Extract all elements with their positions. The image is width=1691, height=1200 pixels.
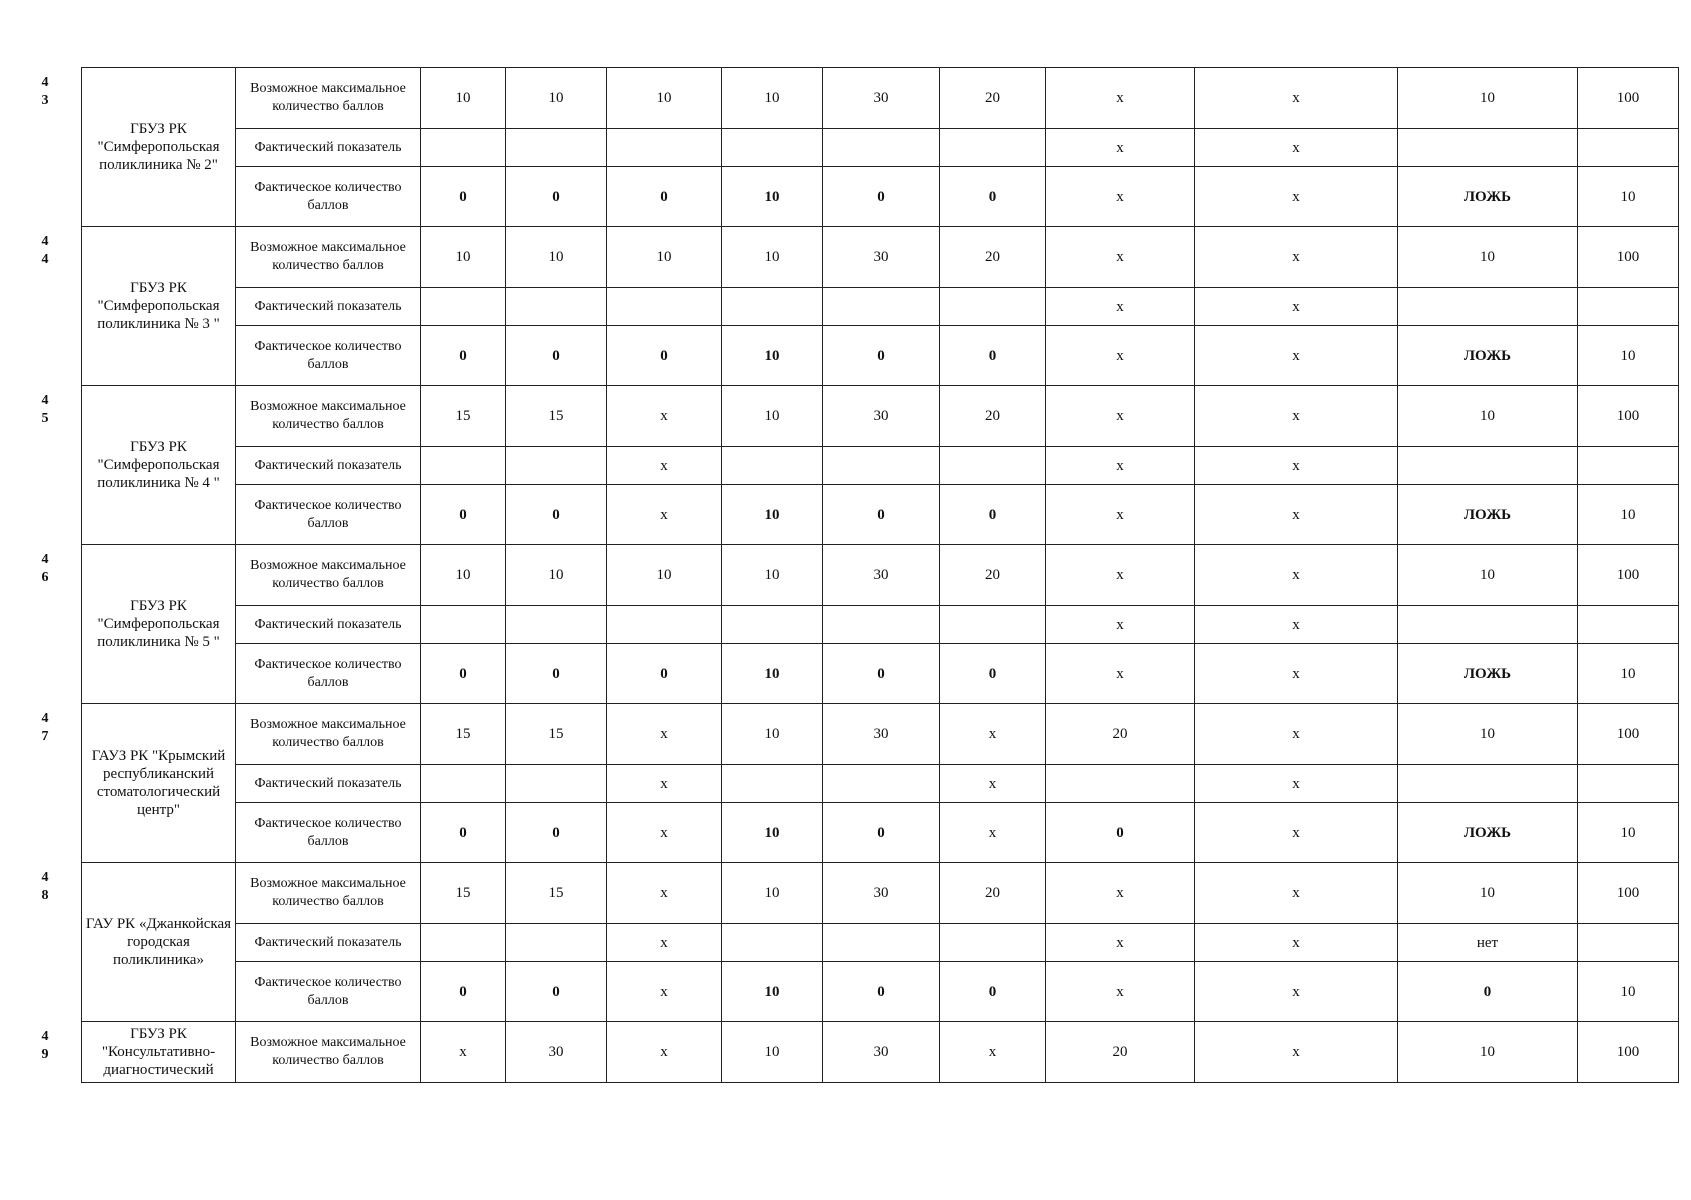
cell-fact: x — [1046, 447, 1195, 485]
cell-max: x — [1046, 545, 1195, 606]
organization-name: ГАУ РК «Джанкойская городская поликлиника» — [82, 863, 236, 1022]
cell-actual: x — [1195, 962, 1398, 1022]
row-number — [41, 227, 82, 386]
cell-fact — [1398, 288, 1578, 326]
table-row — [61, 644, 1679, 704]
cell-max: x — [940, 704, 1046, 765]
row-number-digit: 8 — [41, 887, 49, 903]
cell-fact — [722, 288, 823, 326]
cell-max: 30 — [823, 1022, 940, 1083]
cell-actual: 0 — [421, 167, 506, 227]
cell-fact: x — [1195, 765, 1398, 803]
row-label-actual: Фактическое количество баллов — [236, 485, 421, 545]
cell-fact — [421, 606, 506, 644]
cell-max: 20 — [940, 863, 1046, 924]
cell-fact: x — [607, 765, 722, 803]
cell-max: x — [607, 863, 722, 924]
cell-actual: 0 — [607, 167, 722, 227]
cell-max: 10 — [722, 386, 823, 447]
table-row — [61, 68, 1679, 129]
cell-max: 10 — [506, 68, 607, 129]
row-number-digit: 4 — [41, 74, 49, 90]
cell-actual: 10 — [722, 326, 823, 386]
cell-fact — [421, 288, 506, 326]
cell-fact — [1578, 447, 1679, 485]
cell-max: x — [940, 1022, 1046, 1083]
cell-max: x — [1046, 386, 1195, 447]
cell-actual: 0 — [506, 962, 607, 1022]
cell-fact: x — [1195, 924, 1398, 962]
cell-actual: 0 — [940, 326, 1046, 386]
cell-actual: 0 — [421, 962, 506, 1022]
cell-actual: 0 — [421, 485, 506, 545]
cell-actual: 0 — [506, 326, 607, 386]
cell-max: 10 — [722, 227, 823, 288]
table-row — [61, 606, 1679, 644]
cell-actual: ЛОЖЬ — [1398, 326, 1578, 386]
cell-fact — [1578, 924, 1679, 962]
cell-max: 20 — [940, 227, 1046, 288]
cell-actual: ЛОЖЬ — [1398, 485, 1578, 545]
cell-max: 20 — [1046, 704, 1195, 765]
row-label-fact: Фактический показатель — [236, 924, 421, 962]
cell-max: x — [607, 704, 722, 765]
cell-fact — [506, 924, 607, 962]
cell-fact — [421, 447, 506, 485]
cell-fact — [940, 447, 1046, 485]
cell-fact — [506, 288, 607, 326]
cell-max: 10 — [722, 863, 823, 924]
cell-max: x — [607, 1022, 722, 1083]
table-row — [61, 129, 1679, 167]
cell-fact — [940, 924, 1046, 962]
cell-actual: 0 — [506, 485, 607, 545]
cell-actual: x — [1046, 485, 1195, 545]
cell-actual: 0 — [421, 644, 506, 704]
cell-actual: 10 — [722, 644, 823, 704]
row-number-digit: 4 — [41, 551, 49, 567]
cell-fact: x — [1195, 606, 1398, 644]
row-label-max: Возможное максимальное количество баллов — [236, 863, 421, 924]
cell-fact — [722, 765, 823, 803]
cell-max: 10 — [506, 227, 607, 288]
cell-max: x — [1046, 863, 1195, 924]
cell-actual: 10 — [722, 962, 823, 1022]
cell-actual: 0 — [823, 167, 940, 227]
row-label-max: Возможное максимальное количество баллов — [236, 227, 421, 288]
cell-actual: 0 — [506, 167, 607, 227]
cell-max: 10 — [421, 227, 506, 288]
row-label-max: Возможное максимальное количество баллов — [236, 1022, 421, 1083]
cell-fact — [823, 129, 940, 167]
cell-actual: x — [940, 803, 1046, 863]
cell-actual: 0 — [607, 326, 722, 386]
row-number — [41, 386, 82, 545]
cell-max: 100 — [1578, 227, 1679, 288]
cell-max: 10 — [1398, 386, 1578, 447]
cell-actual: 10 — [1578, 962, 1679, 1022]
cell-max: 10 — [1398, 68, 1578, 129]
organization-name: ГБУЗ РК "Консультативно-диагностический — [82, 1022, 236, 1083]
cell-max: 30 — [823, 227, 940, 288]
cell-fact — [722, 447, 823, 485]
cell-actual: ЛОЖЬ — [1398, 167, 1578, 227]
cell-max: x — [1195, 227, 1398, 288]
cell-fact — [1578, 288, 1679, 326]
cell-fact — [421, 924, 506, 962]
row-label-fact: Фактический показатель — [236, 129, 421, 167]
cell-actual: x — [1046, 962, 1195, 1022]
row-label-actual: Фактическое количество баллов — [236, 326, 421, 386]
table-row — [61, 765, 1679, 803]
cell-actual: 10 — [1578, 167, 1679, 227]
cell-max: x — [1195, 863, 1398, 924]
cell-max: 20 — [940, 386, 1046, 447]
table-row — [61, 485, 1679, 545]
cell-max: x — [1046, 227, 1195, 288]
cell-fact — [421, 129, 506, 167]
cell-max: 100 — [1578, 545, 1679, 606]
cell-fact: x — [1046, 606, 1195, 644]
cell-actual: x — [607, 803, 722, 863]
cell-fact — [506, 447, 607, 485]
cell-actual: 0 — [1398, 962, 1578, 1022]
organization-name: ГБУЗ РК "Симферопольская поликлиника № 4 " — [82, 386, 236, 545]
cell-fact: x — [607, 924, 722, 962]
cell-fact — [1398, 606, 1578, 644]
cell-fact — [1578, 765, 1679, 803]
row-label-actual: Фактическое количество баллов — [236, 167, 421, 227]
cell-actual: 0 — [823, 962, 940, 1022]
cell-max: 10 — [722, 1022, 823, 1083]
cell-max: 15 — [421, 386, 506, 447]
cell-max: 10 — [1398, 704, 1578, 765]
cell-max: 30 — [823, 863, 940, 924]
row-number — [41, 68, 82, 227]
cell-actual: x — [1195, 644, 1398, 704]
row-number-digit: 4 — [41, 233, 49, 249]
cell-fact — [506, 765, 607, 803]
cell-max: x — [1195, 704, 1398, 765]
cell-actual: 0 — [940, 167, 1046, 227]
cell-max: 15 — [421, 863, 506, 924]
cell-fact — [1578, 606, 1679, 644]
row-label-max: Возможное максимальное количество баллов — [236, 386, 421, 447]
cell-actual: 10 — [1578, 485, 1679, 545]
cell-max: 15 — [506, 704, 607, 765]
row-number-digit: 4 — [41, 1028, 49, 1044]
cell-fact: x — [1046, 288, 1195, 326]
organization-name: ГБУЗ РК "Симферопольская поликлиника № 5 " — [82, 545, 236, 704]
cell-fact — [823, 447, 940, 485]
cell-max: 15 — [506, 386, 607, 447]
cell-fact — [506, 606, 607, 644]
organization-name: ГБУЗ РК "Симферопольская поликлиника № 3 " — [82, 227, 236, 386]
cell-max: 30 — [823, 704, 940, 765]
row-label-actual: Фактическое количество баллов — [236, 803, 421, 863]
cell-fact — [823, 606, 940, 644]
cell-actual: 10 — [1578, 803, 1679, 863]
cell-max: x — [1195, 386, 1398, 447]
cell-max: x — [1195, 1022, 1398, 1083]
row-number-digit: 4 — [41, 251, 49, 267]
table-row — [61, 1022, 1679, 1083]
row-number-digit: 3 — [41, 92, 49, 108]
cell-max: 100 — [1578, 1022, 1679, 1083]
cell-fact — [722, 606, 823, 644]
cell-max: 100 — [1578, 863, 1679, 924]
cell-actual: x — [1195, 326, 1398, 386]
cell-actual: 0 — [421, 326, 506, 386]
cell-fact: x — [1195, 288, 1398, 326]
cell-fact: x — [940, 765, 1046, 803]
row-number-digit: 6 — [41, 569, 49, 585]
table-row — [61, 167, 1679, 227]
cell-actual: 0 — [1046, 803, 1195, 863]
row-number — [41, 863, 82, 1022]
cell-max: 10 — [722, 704, 823, 765]
table-row — [61, 447, 1679, 485]
row-label-fact: Фактический показатель — [236, 606, 421, 644]
cell-actual: 0 — [421, 803, 506, 863]
cell-fact: x — [1195, 447, 1398, 485]
cell-max: 100 — [1578, 386, 1679, 447]
cell-actual: 10 — [722, 167, 823, 227]
row-label-max: Возможное максимальное количество баллов — [236, 68, 421, 129]
cell-max: x — [1046, 68, 1195, 129]
cell-max: 15 — [421, 704, 506, 765]
rating-table — [41, 67, 1679, 1083]
cell-fact — [823, 288, 940, 326]
table-row — [61, 924, 1679, 962]
cell-fact — [722, 129, 823, 167]
cell-max: 10 — [506, 545, 607, 606]
row-label-fact: Фактический показатель — [236, 447, 421, 485]
table-row — [61, 803, 1679, 863]
row-label-max: Возможное максимальное количество баллов — [236, 545, 421, 606]
cell-max: x — [1195, 68, 1398, 129]
cell-actual: x — [1195, 803, 1398, 863]
cell-actual: 0 — [940, 962, 1046, 1022]
cell-fact — [940, 129, 1046, 167]
row-number — [41, 1022, 82, 1083]
cell-actual: 0 — [823, 485, 940, 545]
cell-max: 20 — [940, 545, 1046, 606]
cell-fact — [940, 606, 1046, 644]
cell-actual: x — [1195, 485, 1398, 545]
cell-max: 10 — [1398, 545, 1578, 606]
cell-max: 100 — [1578, 68, 1679, 129]
cell-max: 100 — [1578, 704, 1679, 765]
cell-actual: 0 — [506, 803, 607, 863]
row-number-digit: 4 — [41, 392, 49, 408]
table-row — [61, 288, 1679, 326]
cell-actual: 0 — [823, 326, 940, 386]
cell-max: 10 — [607, 227, 722, 288]
cell-actual: x — [1046, 326, 1195, 386]
cell-max: 30 — [823, 68, 940, 129]
table-row — [61, 863, 1679, 924]
row-label-fact: Фактический показатель — [236, 765, 421, 803]
cell-max: x — [1195, 545, 1398, 606]
cell-max: x — [421, 1022, 506, 1083]
cell-max: x — [607, 386, 722, 447]
cell-fact — [722, 924, 823, 962]
cell-actual: x — [607, 962, 722, 1022]
cell-fact — [607, 606, 722, 644]
cell-fact: нет — [1398, 924, 1578, 962]
cell-fact — [1046, 765, 1195, 803]
cell-max: 10 — [607, 68, 722, 129]
table-row — [61, 962, 1679, 1022]
cell-fact — [421, 765, 506, 803]
cell-fact: x — [1195, 129, 1398, 167]
cell-actual: 0 — [506, 644, 607, 704]
cell-actual: 0 — [607, 644, 722, 704]
cell-actual: 10 — [1578, 644, 1679, 704]
row-number — [41, 545, 82, 704]
cell-actual: x — [1046, 644, 1195, 704]
cell-max: 10 — [1398, 227, 1578, 288]
cell-max: 30 — [823, 545, 940, 606]
cell-fact — [823, 924, 940, 962]
cell-fact — [1398, 129, 1578, 167]
cell-max: 10 — [421, 68, 506, 129]
cell-fact — [1398, 447, 1578, 485]
cell-actual: 0 — [823, 803, 940, 863]
cell-max: 10 — [607, 545, 722, 606]
cell-max: 10 — [421, 545, 506, 606]
cell-fact — [823, 765, 940, 803]
cell-max: 30 — [506, 1022, 607, 1083]
table-body — [41, 68, 1679, 1083]
cell-actual: x — [1195, 167, 1398, 227]
row-number — [41, 704, 82, 863]
cell-max: 10 — [722, 68, 823, 129]
cell-actual: 10 — [722, 485, 823, 545]
row-label-fact: Фактический показатель — [236, 288, 421, 326]
row-label-actual: Фактическое количество баллов — [236, 644, 421, 704]
organization-name: ГАУЗ РК "Крымский республиканский стоматологический центр" — [82, 704, 236, 863]
cell-actual: ЛОЖЬ — [1398, 803, 1578, 863]
cell-fact — [1398, 765, 1578, 803]
table-row — [61, 545, 1679, 606]
cell-max: 10 — [722, 545, 823, 606]
cell-fact — [1578, 129, 1679, 167]
cell-fact: x — [607, 447, 722, 485]
row-number-digit: 7 — [41, 728, 49, 744]
cell-fact — [506, 129, 607, 167]
cell-max: 20 — [1046, 1022, 1195, 1083]
table-row — [61, 386, 1679, 447]
cell-fact — [607, 129, 722, 167]
cell-fact — [940, 288, 1046, 326]
cell-actual: 0 — [823, 644, 940, 704]
row-number-digit: 9 — [41, 1046, 49, 1062]
row-number-digit: 4 — [41, 869, 49, 885]
cell-actual: 10 — [1578, 326, 1679, 386]
cell-actual: x — [607, 485, 722, 545]
cell-actual: ЛОЖЬ — [1398, 644, 1578, 704]
table-row — [61, 227, 1679, 288]
cell-max: 30 — [823, 386, 940, 447]
cell-actual: 0 — [940, 485, 1046, 545]
cell-fact — [607, 288, 722, 326]
cell-max: 10 — [1398, 1022, 1578, 1083]
row-number-digit: 4 — [41, 710, 49, 726]
cell-max: 10 — [1398, 863, 1578, 924]
cell-actual: x — [1046, 167, 1195, 227]
row-label-max: Возможное максимальное количество баллов — [236, 704, 421, 765]
table-row — [61, 326, 1679, 386]
row-label-actual: Фактическое количество баллов — [236, 962, 421, 1022]
cell-fact: x — [1046, 129, 1195, 167]
table-row — [61, 704, 1679, 765]
cell-max: 15 — [506, 863, 607, 924]
cell-actual: 0 — [940, 644, 1046, 704]
cell-fact: x — [1046, 924, 1195, 962]
cell-actual: 10 — [722, 803, 823, 863]
row-number-digit: 5 — [41, 410, 49, 426]
cell-max: 20 — [940, 68, 1046, 129]
organization-name: ГБУЗ РК "Симферопольская поликлиника № 2" — [82, 68, 236, 227]
